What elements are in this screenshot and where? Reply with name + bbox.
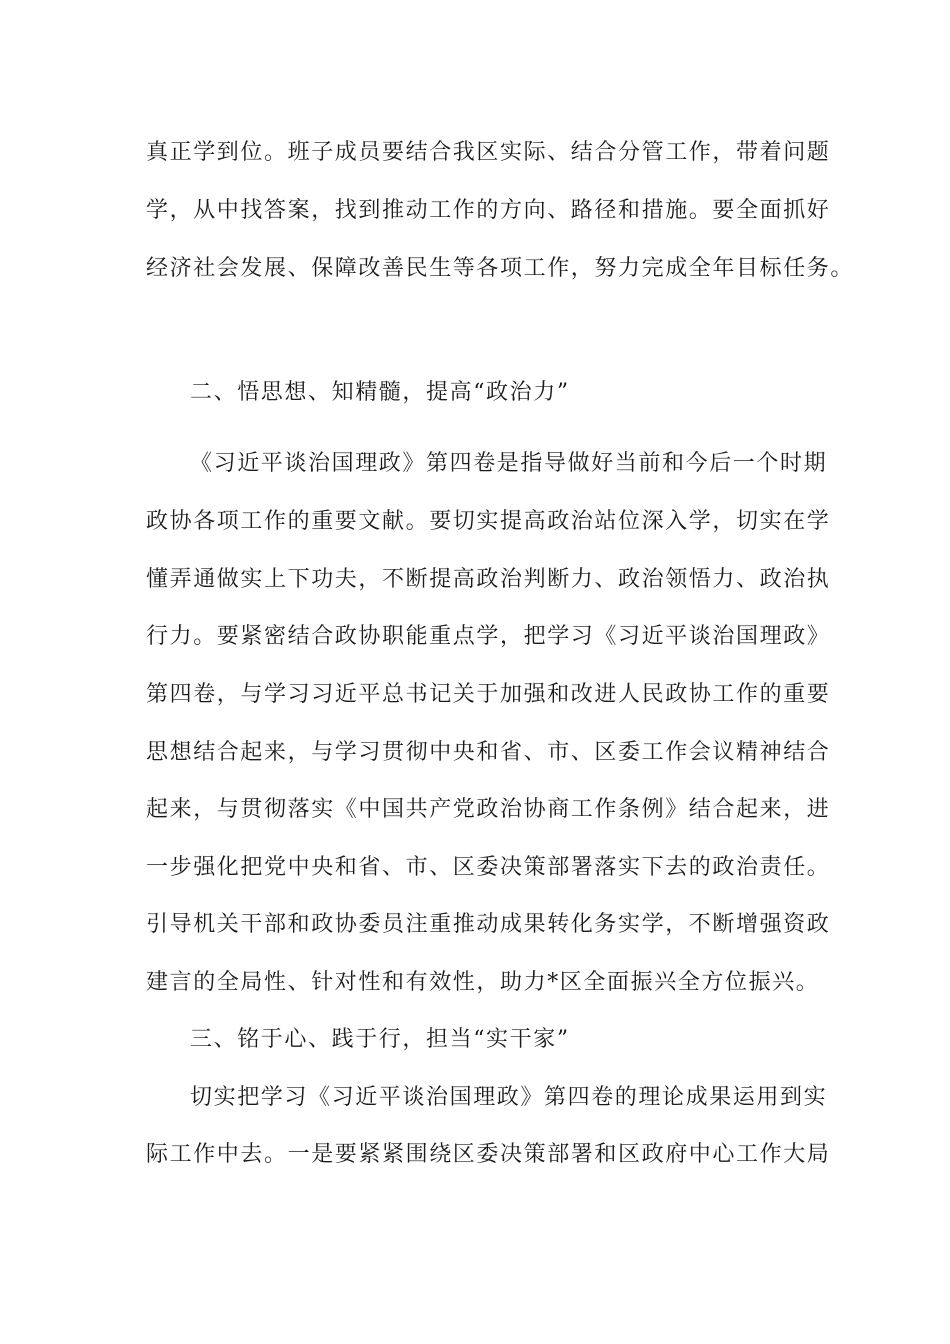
paragraph-line: 真正学到位。班子成员要结合我区实际、结合分管工作，带着问题 <box>146 140 831 165</box>
section-heading: 二、悟思想、知精髓，提高“政治力” <box>190 380 570 405</box>
paragraph-line: 经济社会发展、保障改善民生等各项工作，努力完成全年目标任务。 <box>146 256 855 281</box>
paragraph-line: 行力。要紧密结合政协职能重点学，把学习《习近平谈治国理政》 <box>146 624 831 649</box>
paragraph-line: 政协各项工作的重要文献。要切实提高政治站位深入学，切实在学 <box>146 509 831 534</box>
paragraph-line: 《习近平谈治国理政》第四卷是指导做好当前和今后一个时期 <box>190 451 828 476</box>
paragraph-line: 思想结合起来，与学习贯彻中央和省、市、区委工作会议精神结合 <box>146 740 831 765</box>
paragraph-line: 起来，与贯彻落实《中国共产党政治协商工作条例》结合起来，进 <box>146 797 831 822</box>
paragraph-line: 懂弄通做实上下功夫，不断提高政治判断力、政治领悟力、政治执 <box>146 567 831 592</box>
paragraph-line: 切实把学习《习近平谈治国理政》第四卷的理论成果运用到实 <box>190 1085 828 1110</box>
paragraph-line: 第四卷，与学习习近平总书记关于加强和改进人民政协工作的重要 <box>146 682 831 707</box>
paragraph-line: 建言的全局性、针对性和有效性，助力*区全面振兴全方位振兴。 <box>146 970 820 995</box>
paragraph-line: 际工作中去。一是要紧紧围绕区委决策部署和区政府中心工作大局 <box>146 1142 831 1167</box>
paragraph-line: 引导机关干部和政协委员注重推动成果转化务实学，不断增强资政 <box>146 912 831 937</box>
section-heading: 三、铭于心、践于行，担当“实干家” <box>190 1027 570 1052</box>
paragraph-line: 学，从中找答案，找到推动工作的方向、路径和措施。要全面抓好 <box>146 198 831 223</box>
paragraph-line: 一步强化把党中央和省、市、区委决策部署落实下去的政治责任。 <box>146 855 831 880</box>
